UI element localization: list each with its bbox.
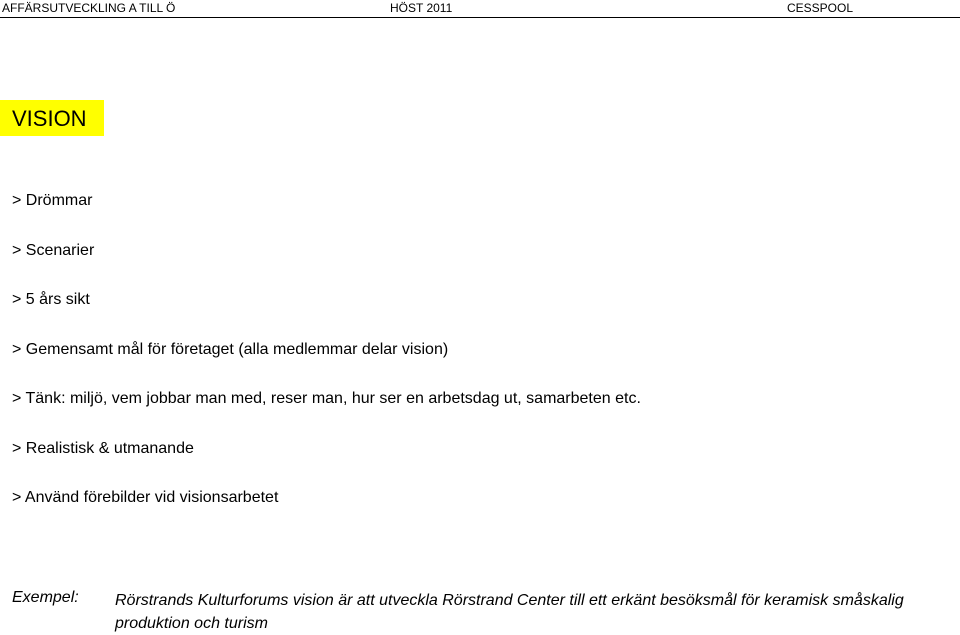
example-text: Rörstrands Kulturforums vision är att utveckla Rörstrand Center till ett erkänt besöksmål för keramisk småskalig produktion och turism [115, 592, 904, 632]
header-center-text: HÖST 2011 [390, 1, 453, 15]
header-divider [0, 17, 960, 18]
bullet-item: > Realistisk & utmanande [12, 440, 194, 457]
example-label: Exempel: [12, 589, 79, 606]
page-title: VISION [12, 106, 87, 131]
bullet-item: > Drömmar [12, 192, 93, 209]
bullet-item: > Tänk: miljö, vem jobbar man med, reser man, hur ser en arbetsdag ut, samarbeten etc. [12, 390, 641, 407]
bullet-item: > 5 års sikt [12, 291, 90, 308]
bullet-item: > Använd förebilder vid visionsarbetet [12, 489, 279, 506]
bullet-item: > Scenarier [12, 242, 95, 259]
header-left-text: AFFÄRSUTVECKLING A TILL Ö [2, 1, 176, 15]
header-right-text: CESSPOOL [787, 1, 854, 15]
bullet-item: > Gemensamt mål för företaget (alla medlemmar delar vision) [12, 341, 449, 358]
